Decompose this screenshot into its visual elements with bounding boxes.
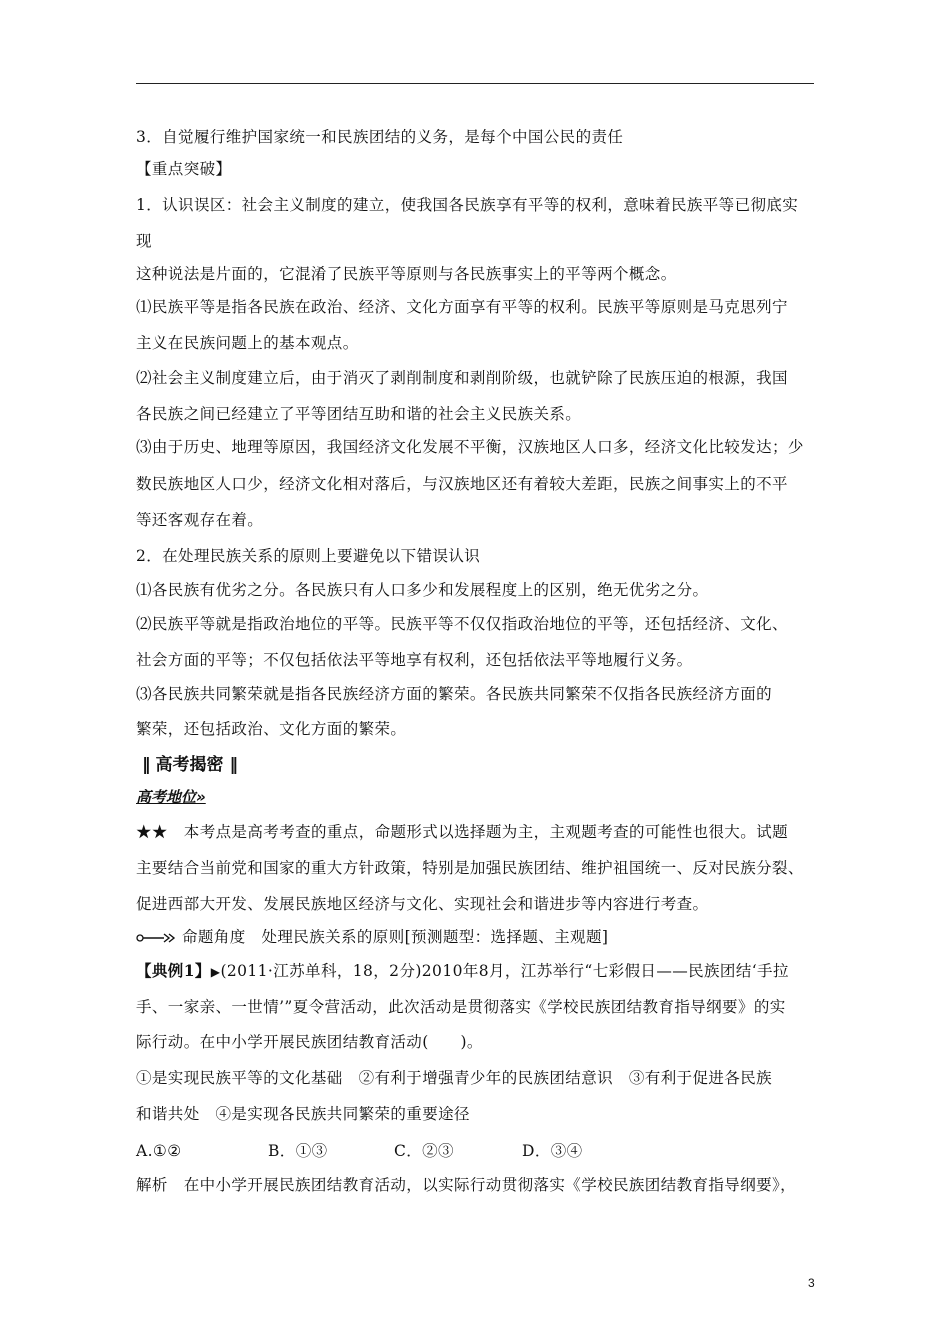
- text-line: 数民族地区人口少，经济文化相对落后，与汉族地区还有着较大差距，民族之间事实上的不平: [136, 475, 788, 493]
- text-line: ⑶各民族共同繁荣就是指各民族经济方面的繁荣。各民族共同繁荣不仅指各民族经济方面的: [136, 685, 773, 703]
- section-heading-text: 高考揭密: [155, 755, 224, 775]
- arrow-icon: [136, 932, 176, 944]
- text-line: 际行动。在中小学开展民族团结教育活动( )。: [136, 1033, 483, 1051]
- text-line: 繁荣，还包括政治、文化方面的繁荣。: [136, 720, 407, 738]
- text-line: 主要结合当前党和国家的重大方针政策，特别是加强民族团结、维护祖国统一、反对民族分裂、: [136, 859, 804, 877]
- text-line: 手、一家亲、一世情’”夏令营活动，此次活动是贯彻落实《学校民族团结教育指导纲要》的实: [136, 998, 786, 1016]
- text-line: 解析 在中小学开展民族团结教育活动，以实际行动贯彻落实《学校民族团结教育指导纲要》，: [136, 1176, 797, 1194]
- text-line: 1．认识误区：社会主义制度的建立，使我国各民族享有平等的权利，意味着民族平等已彻底实: [136, 196, 799, 214]
- bar-decoration-icon: ‖: [229, 755, 237, 775]
- text-line: 社会方面的平等；不仅包括依法平等地享有权利，还包括依法平等地履行义务。: [136, 651, 693, 669]
- angle-line: [136, 927, 816, 947]
- text-line: 各民族之间已经建立了平等团结互助和谐的社会主义民族关系。: [136, 405, 582, 423]
- section-heading: [136, 750, 243, 775]
- text-line: ⑴各民族有优劣之分。各民族只有人口多少和发展程度上的区别，绝无优劣之分。: [136, 581, 709, 599]
- text-line: 等还客观存在着。: [136, 511, 264, 529]
- text-line: 和谐共处 ④是实现各民族共同繁荣的重要途径: [136, 1105, 470, 1123]
- text-line: ⑵社会主义制度建立后，由于消灭了剥削制度和剥削阶级，也就铲除了民族压迫的根源，我国: [136, 369, 788, 387]
- text-line: ⑴民族平等是指各民族在政治、经济、文化方面享有平等的权利。民族平等原则是马克思列宁: [136, 298, 788, 316]
- text-line: ⑵民族平等就是指政治地位的平等。民族平等不仅仅指政治地位的平等，还包括经济、文化、: [136, 615, 788, 633]
- text-line: 主义在民族问题上的基本观点。: [136, 334, 359, 352]
- text-line: 2．在处理民族关系的原则上要避免以下错误认识: [136, 547, 481, 565]
- text-line: 促进西部大开发、发展民族地区经济与文化、实现社会和谐进步等内容进行考查。: [136, 895, 709, 913]
- example-text: (2011·江苏单科，18，2分)2010年8月，江苏举行“七彩假日——民族团结‘手拉: [220, 962, 789, 980]
- text-line: ⑶由于历史、地理等原因，我国经济文化发展不平衡，汉族地区人口多，经济文化比较发达；少: [136, 438, 804, 456]
- bar-decoration-icon: ‖: [142, 755, 150, 775]
- subheading: 高考地位»: [136, 788, 206, 806]
- text-line: 3．自觉履行维护国家统一和民族团结的义务，是每个中国公民的责任: [136, 128, 624, 146]
- angle-text: 命题角度 处理民族关系的原则[预测题型：选择题、主观题]: [182, 928, 609, 946]
- star-rating: ★★: [136, 823, 168, 841]
- header-rule: [136, 83, 814, 84]
- position-text: 本考点是高考考查的重点，命题形式以选择题为主，主观题考查的可能性也很大。试题: [183, 823, 788, 841]
- text-line: [136, 961, 816, 982]
- option-b: B．①③: [268, 1142, 328, 1160]
- text-line: 这种说法是片面的，它混淆了民族平等原则与各民族事实上的平等两个概念。: [136, 265, 677, 283]
- triangle-icon: ▶: [210, 965, 221, 979]
- example-tag: 【典例1】: [136, 961, 211, 980]
- option-c: C．②③: [394, 1142, 454, 1160]
- page-number: 3: [808, 1276, 815, 1290]
- answer-options: [136, 1141, 816, 1161]
- text-line: 现: [136, 232, 152, 250]
- option-d: D．③④: [522, 1142, 583, 1160]
- text-line: ①是实现民族平等的文化基础 ②有利于增强青少年的民族团结意识 ③有利于促进各民族: [136, 1069, 773, 1087]
- section-label: 【重点突破】: [136, 160, 232, 178]
- text-line: [136, 822, 816, 842]
- option-a: A.①②: [136, 1142, 182, 1160]
